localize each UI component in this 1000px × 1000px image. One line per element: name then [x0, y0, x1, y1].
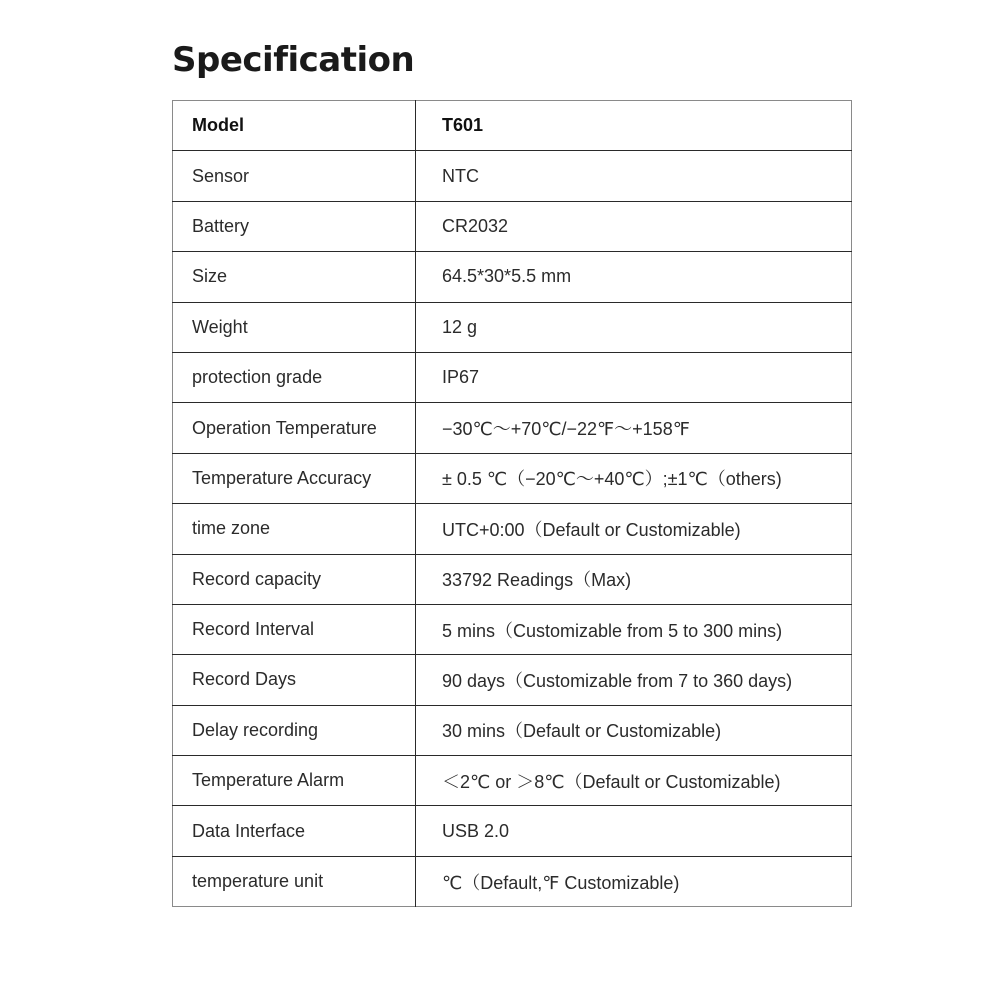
table-header-row — [173, 101, 852, 151]
table-row — [173, 151, 852, 201]
spec-label: Temperature Alarm — [173, 756, 416, 806]
table-row — [173, 453, 852, 503]
spec-label: Record capacity — [173, 554, 416, 604]
table-row — [173, 352, 852, 402]
spec-label: Delay recording — [173, 705, 416, 755]
table-row — [173, 856, 852, 906]
spec-value: 90 days（Customizable from 7 to 360 days) — [416, 655, 852, 705]
spec-label: Record Interval — [173, 604, 416, 654]
spec-label: Temperature Accuracy — [173, 453, 416, 503]
spec-label: Battery — [173, 201, 416, 251]
spec-value: −30℃～+70℃/−22℉～+158℉ — [416, 403, 852, 453]
table-row — [173, 403, 852, 453]
table-row — [173, 554, 852, 604]
spec-value: CR2032 — [416, 201, 852, 251]
spec-value: ＜2℃ or ＞8℃（Default or Customizable) — [416, 756, 852, 806]
spec-label: Sensor — [173, 151, 416, 201]
spec-value: 64.5*30*5.5 mm — [416, 252, 852, 302]
spec-value: IP67 — [416, 352, 852, 402]
page-title: Specification — [172, 40, 415, 80]
table-row — [173, 302, 852, 352]
table-row — [173, 806, 852, 856]
spec-label: Data Interface — [173, 806, 416, 856]
spec-value: 33792 Readings（Max) — [416, 554, 852, 604]
spec-label: temperature unit — [173, 856, 416, 906]
spec-value: ℃（Default,℉ Customizable) — [416, 856, 852, 906]
specification-table — [172, 100, 852, 907]
table-row — [173, 201, 852, 251]
spec-label: Operation Temperature — [173, 403, 416, 453]
spec-label: Record Days — [173, 655, 416, 705]
spec-value: USB 2.0 — [416, 806, 852, 856]
table-row — [173, 705, 852, 755]
spec-value: 12 g — [416, 302, 852, 352]
spec-label: time zone — [173, 504, 416, 554]
spec-label: protection grade — [173, 352, 416, 402]
table-row — [173, 252, 852, 302]
table-row — [173, 655, 852, 705]
table-row — [173, 504, 852, 554]
header-key: Model — [173, 101, 416, 151]
spec-value: ± 0.5 ℃（−20℃～+40℃）;±1℃（others) — [416, 453, 852, 503]
spec-value: 30 mins（Default or Customizable) — [416, 705, 852, 755]
table-row — [173, 756, 852, 806]
spec-value: UTC+0:00（Default or Customizable) — [416, 504, 852, 554]
table-row — [173, 604, 852, 654]
spec-label: Size — [173, 252, 416, 302]
header-value: T601 — [442, 115, 484, 136]
spec-label: Weight — [173, 302, 416, 352]
spec-value: 5 mins（Customizable from 5 to 300 mins) — [416, 604, 852, 654]
spec-value: NTC — [416, 151, 852, 201]
